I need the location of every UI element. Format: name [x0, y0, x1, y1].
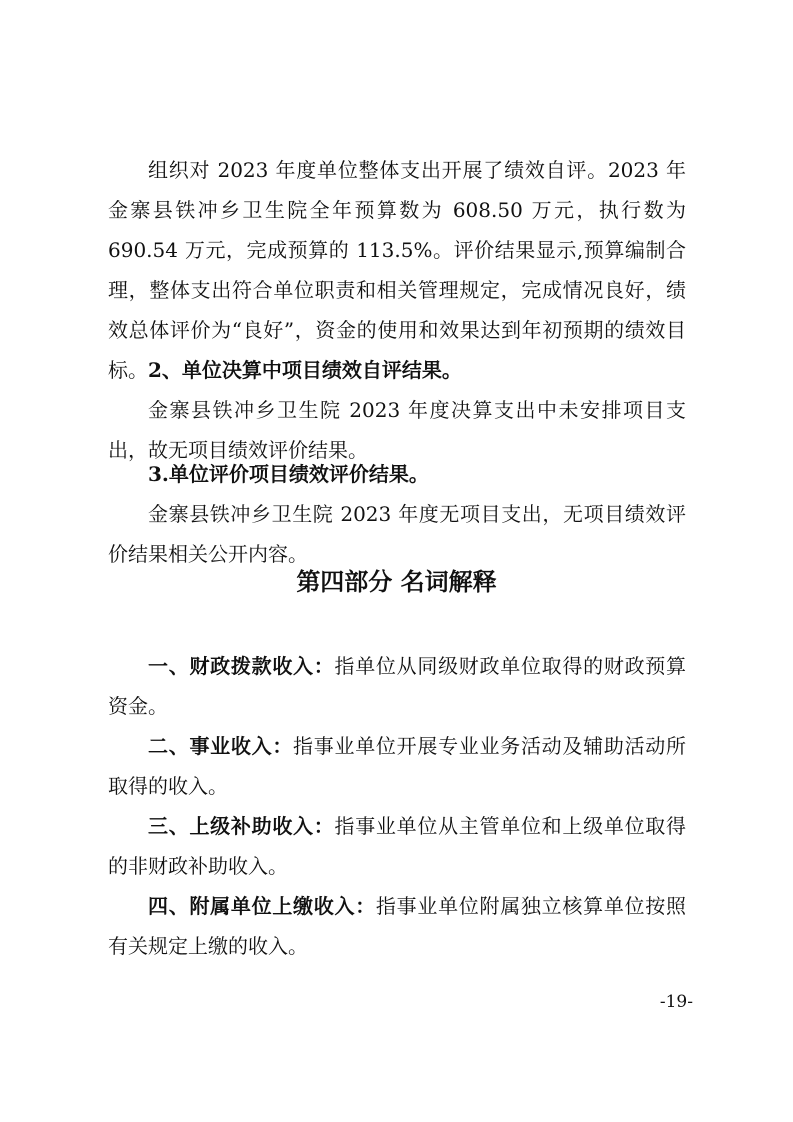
- page-number: -19-: [659, 992, 693, 1012]
- definition-item: [108, 806, 686, 886]
- project-evaluation-paragraph: 金寨县铁冲乡卫生院 2023 年度决算支出中未安排项目支出，故无项目绩效评价结果。: [108, 398, 686, 462]
- definition-text: 指事业单位开展专业业务活动及辅助活动所取得的收入。: [108, 734, 687, 798]
- unit-evaluation-heading: 3.单位评价项目绩效评价结果。: [148, 462, 429, 486]
- definition-item: [108, 886, 686, 966]
- definition-text: 指单位从同级财政单位取得的财政预算资金。: [108, 654, 687, 718]
- project-evaluation-heading: 2、单位决算中项目绩效自评结果。: [148, 358, 462, 382]
- evaluation-summary-paragraph: 组织对 2023 年度单位整体支出开展了绩效自评。2023 年金寨县铁冲乡卫生院全年预算数为 608.50 万元，执行数为 690.54 万元，完成预算的 113.5%。评价结果显示,预算编制合理，整体支出符合单位职责和相关管理规定，完成情况良好，绩效总体评价为“良好”，资金的使用和效果达到年初预期的绩效目标。: [108, 158, 686, 382]
- unit-evaluation-paragraph: 金寨县铁冲乡卫生院 2023 年度无项目支出，无项目绩效评价结果相关公开内容。: [108, 502, 686, 566]
- definition-item: [108, 646, 686, 726]
- definition-term: 二、事业收入：: [148, 734, 294, 758]
- definition-text: 指事业单位附属独立核算单位按照有关规定上缴的收入。: [108, 894, 687, 958]
- definition-term: 一、财政拨款收入：: [148, 654, 335, 678]
- section-title: 第四部分 名词解释: [296, 567, 497, 596]
- definition-term: 四、附属单位上缴收入：: [148, 894, 376, 918]
- definition-term: 三、上级补助收入：: [148, 814, 335, 838]
- definition-text: 指事业单位从主管单位和上级单位取得的非财政补助收入。: [108, 814, 687, 878]
- definition-item: [108, 726, 686, 806]
